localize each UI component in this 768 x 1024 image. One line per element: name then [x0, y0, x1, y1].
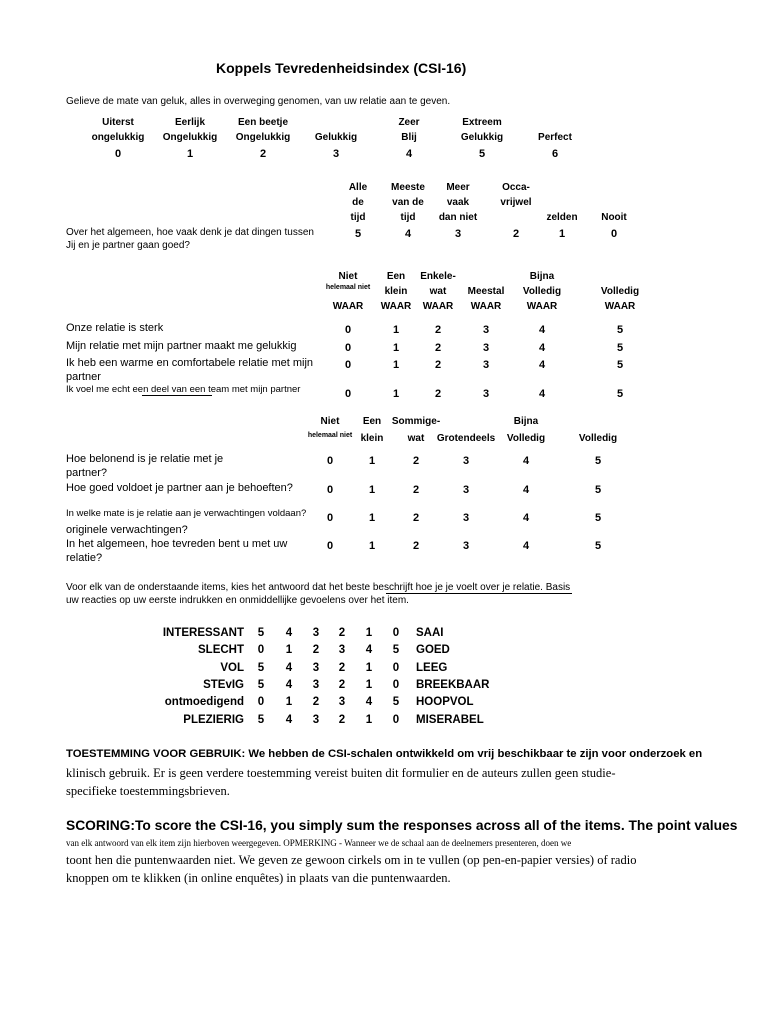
q1-label-top: Eerlijk	[174, 117, 206, 128]
q2-header: Nooit	[601, 212, 627, 223]
q1-label-bottom: Gelukkig	[314, 132, 358, 143]
true-header-mid: Meestal	[467, 286, 505, 297]
q1-label-bottom: Ongelukkig	[235, 132, 291, 143]
true-item-text2: partner	[66, 371, 101, 383]
semantic-value: 4	[285, 627, 293, 639]
q1-value: 6	[551, 148, 559, 160]
q1-label-top: Uiterst	[102, 117, 134, 128]
semantic-value: 3	[338, 644, 346, 657]
degree-item-value: 1	[368, 484, 376, 496]
degree-item-text2: originele verwachtingen?	[66, 524, 188, 536]
semantic-value: 1	[365, 627, 373, 639]
page-title: Koppels Tevredenheidsindex (CSI-16)	[216, 60, 467, 76]
degree-item-value: 4	[522, 484, 530, 496]
true-item-value: 2	[434, 324, 442, 336]
semantic-value: 5	[257, 678, 265, 691]
semantic-value: 1	[285, 696, 293, 709]
degree-item-value: 0	[326, 455, 334, 467]
permission-line3: specifieke toestemmingsbrieven.	[66, 784, 230, 798]
true-item-value: 0	[344, 324, 352, 336]
semantic-value: 2	[338, 661, 346, 674]
semantic-value: 2	[312, 696, 320, 709]
scoring-line4: knoppen om te klikken (in online enquêtes) in plaats van die puntenwaarden.	[66, 871, 451, 885]
semantic-value: 5	[392, 696, 400, 709]
true-header-bottom: WAAR	[604, 301, 636, 312]
true-item-value: 1	[392, 324, 400, 336]
underline-mark	[386, 593, 572, 594]
semantic-value: 0	[257, 696, 265, 709]
semantic-left-label: ontmoedigend	[164, 696, 244, 709]
semantic-value: 5	[257, 713, 265, 726]
q1-value: 1	[186, 148, 194, 160]
true-header-bottom: WAAR	[470, 301, 502, 312]
true-item-value: 3	[482, 359, 490, 371]
true-header-top: Niet	[338, 271, 358, 282]
degree-item-text2: relatie?	[66, 552, 103, 564]
degree-item-value: 4	[522, 540, 530, 552]
semantic-left-label: PLEZIERIG	[183, 713, 244, 726]
true-header-top: Enkele-	[420, 271, 456, 282]
degree-item-text: In het algemeen, hoe tevreden bent u met uw	[66, 538, 288, 550]
semantic-value: 1	[365, 713, 373, 726]
q2-value: 5	[354, 228, 362, 240]
semantic-instruction-line1: Voor elk van de onderstaande items, kies het antwoord dat het beste beschrijft hoe je je voelt over je relatie. Basis	[66, 582, 571, 593]
degree-header-bottom: Grotendeels	[436, 433, 496, 444]
semantic-left-label: INTERESSANT	[162, 627, 244, 639]
q1-label-bottom: Ongelukkig	[162, 132, 218, 143]
true-header-top: Een	[386, 271, 406, 282]
true-item-text: Onze relatie is sterk	[66, 322, 164, 334]
q2-value: 1	[558, 228, 566, 240]
degree-header-top: Sommige-	[391, 416, 441, 427]
q2-question-line1: Over het algemeen, hoe vaak denk je dat dingen tussen	[66, 227, 314, 238]
semantic-value: 5	[392, 644, 400, 657]
true-item-text: Ik voel me echt een deel van een team met mijn partner	[66, 384, 301, 395]
q2-value: 0	[610, 228, 618, 240]
degree-item-text2: partner?	[66, 467, 107, 479]
semantic-value: 2	[338, 713, 346, 726]
q2-header: de	[352, 197, 364, 208]
true-item-value: 1	[392, 359, 400, 371]
q1-value: 0	[114, 148, 122, 160]
q2-question-line2: Jij en je partner gaan goed?	[66, 240, 190, 251]
true-header-bottom: WAAR	[380, 301, 412, 312]
true-header-top: Bijna	[529, 271, 555, 282]
true-item-value: 5	[616, 342, 624, 354]
degree-item-value: 1	[368, 540, 376, 552]
semantic-value: 2	[338, 627, 346, 639]
true-header-mid: Volledig	[600, 286, 640, 297]
degree-item-value: 0	[326, 540, 334, 552]
true-item-value: 2	[434, 359, 442, 371]
degree-header-top: Bijna	[513, 416, 539, 427]
q1-value: 3	[332, 148, 340, 160]
true-item-value: 0	[344, 342, 352, 354]
q2-value: 3	[454, 228, 462, 240]
true-item-value: 2	[434, 388, 442, 400]
semantic-value: 4	[285, 661, 293, 674]
true-item-value: 4	[538, 342, 546, 354]
permission-line2: klinisch gebruik. Er is geen verdere toestemming vereist buiten dit formulier en de auteurs zullen geen studie-	[66, 766, 616, 780]
true-item-value: 4	[538, 359, 546, 371]
degree-header-top: Een	[362, 416, 382, 427]
q2-header: Meer	[446, 182, 470, 193]
semantic-value: 0	[392, 627, 400, 639]
true-header-mid: wat	[429, 286, 447, 297]
q1-label-bottom: Blij	[401, 132, 417, 143]
semantic-value: 3	[312, 678, 320, 691]
semantic-left-label: SLECHT	[198, 644, 244, 657]
true-header-mid: helemaal niet	[325, 284, 371, 291]
true-item-value: 5	[616, 359, 624, 371]
semantic-value: 5	[257, 627, 265, 639]
q1-label-top: Een beetje	[237, 117, 289, 128]
q2-header: Meeste	[391, 182, 425, 193]
semantic-right-label: BREEKBAAR	[416, 678, 490, 691]
scoring-line2: van elk antwoord van elk item zijn hierboven weergegeven. OPMERKING - Wanneer we de schaal aan de deelnemers presenteren, doen we	[66, 838, 572, 848]
semantic-value: 4	[285, 678, 293, 691]
scoring-line1: SCORING:To score the CSI-16, you simply sum the responses across all of the items. The point values	[66, 818, 738, 833]
degree-item-text: Hoe goed voldoet je partner aan je behoeften?	[66, 482, 293, 494]
semantic-value: 2	[312, 644, 320, 657]
degree-item-value: 0	[326, 484, 334, 496]
degree-item-value: 3	[462, 540, 470, 552]
semantic-right-label: HOOPVOL	[416, 696, 474, 709]
q2-header: Alle	[348, 182, 368, 193]
q2-value: 4	[404, 228, 412, 240]
semantic-left-label: VOL	[220, 661, 244, 674]
q1-label-bottom: Perfect	[538, 132, 572, 143]
degree-item-value: 4	[522, 512, 530, 524]
semantic-value: 4	[365, 644, 373, 657]
semantic-value: 1	[285, 644, 293, 657]
semantic-value: 3	[312, 661, 320, 674]
true-item-value: 3	[482, 324, 490, 336]
degree-header-bottom: Volledig	[506, 433, 546, 444]
true-item-value: 5	[616, 388, 624, 400]
q2-value: 2	[512, 228, 520, 240]
degree-item-value: 0	[326, 512, 334, 524]
semantic-value: 2	[338, 678, 346, 691]
q1-label-top: Extreem	[462, 117, 502, 128]
degree-item-value: 5	[594, 484, 602, 496]
degree-item-value: 3	[462, 512, 470, 524]
true-header-bottom: WAAR	[422, 301, 454, 312]
degree-item-value: 3	[462, 484, 470, 496]
true-item-value: 5	[616, 324, 624, 336]
true-header-bottom: WAAR	[332, 301, 364, 312]
semantic-value: 1	[365, 661, 373, 674]
semantic-value: 3	[338, 696, 346, 709]
true-item-text: Mijn relatie met mijn partner maakt me gelukkig	[66, 340, 297, 352]
q1-value: 4	[405, 148, 413, 160]
degree-item-value: 4	[522, 455, 530, 467]
semantic-value: 0	[392, 713, 400, 726]
true-item-value: 1	[392, 342, 400, 354]
degree-item-value: 2	[412, 512, 420, 524]
true-item-value: 4	[538, 324, 546, 336]
true-item-text: Ik heb een warme en comfortabele relatie met mijn	[66, 357, 314, 369]
semantic-value: 0	[392, 678, 400, 691]
degree-header-bottom: klein	[360, 433, 384, 444]
degree-item-text: In welke mate is je relatie aan je verwachtingen voldaan?	[66, 508, 307, 519]
q2-header: dan niet	[438, 212, 478, 223]
semantic-value: 4	[285, 713, 293, 726]
degree-item-text: Hoe belonend is je relatie met je	[66, 453, 224, 465]
semantic-value: 0	[257, 644, 265, 657]
q1-prompt: Gelieve de mate van geluk, alles in overweging genomen, van uw relatie aan te geven.	[66, 96, 451, 107]
degree-item-value: 5	[594, 540, 602, 552]
true-item-value: 4	[538, 388, 546, 400]
true-item-value: 3	[482, 388, 490, 400]
true-header-mid: klein	[384, 286, 408, 297]
q2-header: tijd	[350, 212, 366, 223]
semantic-value: 5	[257, 661, 265, 674]
q1-label-bottom: Gelukkig	[460, 132, 504, 143]
semantic-value: 1	[365, 678, 373, 691]
degree-item-value: 3	[462, 455, 470, 467]
true-item-value: 2	[434, 342, 442, 354]
semantic-value: 3	[312, 713, 320, 726]
true-header-bottom: WAAR	[526, 301, 558, 312]
q2-header: vaak	[446, 197, 470, 208]
semantic-right-label: MISERABEL	[416, 713, 484, 726]
true-item-value: 0	[344, 359, 352, 371]
semantic-right-label: GOED	[416, 644, 450, 657]
q1-label-top: Zeer	[398, 117, 420, 128]
degree-item-value: 5	[594, 455, 602, 467]
degree-item-value: 5	[594, 512, 602, 524]
semantic-left-label: STEvIG	[203, 678, 244, 691]
semantic-instruction-line2: uw reacties op uw eerste indrukken en onmiddellijke gevoelens over het item.	[66, 595, 409, 606]
underline-mark	[142, 395, 212, 396]
degree-header-top: Niet	[320, 416, 340, 427]
semantic-value: 3	[312, 627, 320, 639]
true-item-value: 1	[392, 388, 400, 400]
true-item-value: 0	[344, 388, 352, 400]
permission-line1: TOESTEMMING VOOR GEBRUIK: We hebben de CSI-schalen ontwikkeld om vrij beschikbaar te zijn voor onderzoek en	[66, 748, 703, 760]
degree-item-value: 2	[412, 455, 420, 467]
degree-item-value: 1	[368, 512, 376, 524]
q1-label-bottom: ongelukkig	[91, 132, 145, 143]
degree-item-value: 2	[412, 484, 420, 496]
degree-item-value: 1	[368, 455, 376, 467]
degree-header-bottom: wat	[407, 433, 425, 444]
q2-header: van de	[392, 197, 424, 208]
true-item-value: 3	[482, 342, 490, 354]
true-header-mid: Volledig	[522, 286, 562, 297]
q1-value: 5	[478, 148, 486, 160]
q2-header: Occa-	[502, 182, 530, 193]
semantic-right-label: SAAI	[416, 627, 444, 639]
semantic-right-label: LEEG	[416, 661, 448, 674]
degree-header-bottom: Volledig	[578, 433, 618, 444]
semantic-value: 4	[365, 696, 373, 709]
degree-header-bottom: helemaal niet	[307, 432, 353, 439]
degree-item-value: 2	[412, 540, 420, 552]
q1-value: 2	[259, 148, 267, 160]
q2-header: zelden	[546, 212, 578, 223]
semantic-value: 0	[392, 661, 400, 674]
scoring-line3: toont hen die puntenwaarden niet. We geven ze gewoon cirkels om in te vullen (op pen-en-papier versies) of radio	[66, 853, 637, 867]
q2-header: vrijwel	[500, 197, 532, 208]
q2-header: tijd	[400, 212, 416, 223]
